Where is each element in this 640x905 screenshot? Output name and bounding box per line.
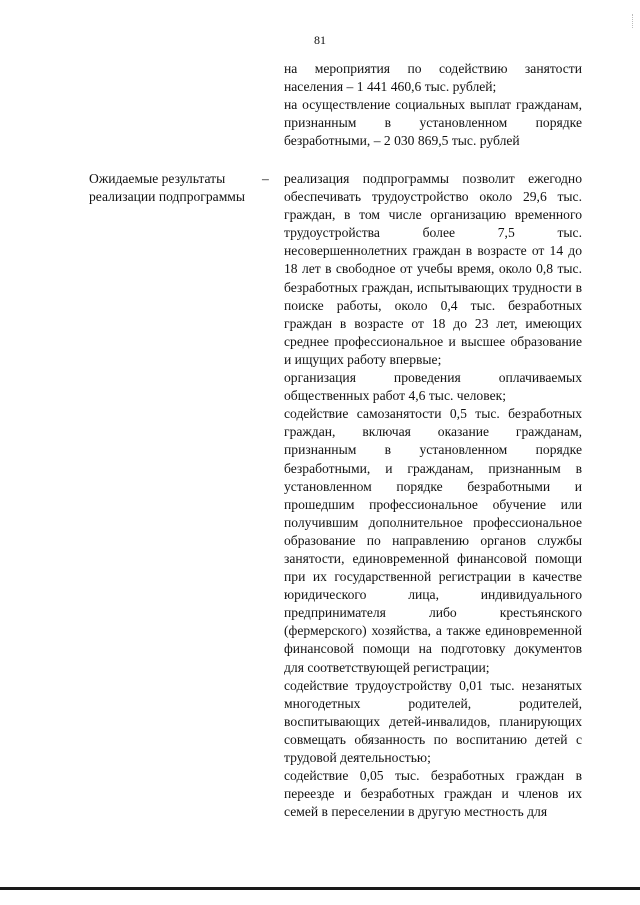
scan-edge-mark: [632, 14, 634, 28]
page-number: 81: [314, 33, 326, 47]
results-paragraph: содействие самозанятости 0,5 тыс. безработных граждан, включая оказание гражданам, признанным в установленном порядке безработными, и гражданам, признанным в установленном порядке безработными и прошедшим профессиональное обучение или получившим дополнительное профессиональное образование по направлению органов службы занятости, единовременной финансовой помощи при их государственной регистрации в качестве юридического лица, индивидуального предпринимателя либо крестьянского (фермерского) хозяйства, а также единовременной финансовой помощи на подготовку документов для соответствующей регистрации;: [284, 406, 582, 675]
funding-text-block: [284, 60, 582, 150]
results-paragraph: организация проведения оплачиваемых общественных работ 4,6 тыс. человек;: [284, 370, 582, 404]
funding-line-social-payments: на осуществление социальных выплат гражданам, признанным в установленном порядке безработными, – 2 030 869,5 тыс. рублей: [284, 97, 582, 149]
row-dash: –: [262, 171, 269, 186]
bottom-rule: [0, 887, 640, 890]
row-label-expected-results: Ожидаемые результаты реализации подпрограммы: [89, 171, 246, 205]
expected-results-text: [284, 170, 582, 821]
results-paragraph: содействие трудоустройству 0,01 тыс. незанятых многодетных родителей, родителей, воспитывающих детей-инвалидов, планирующих совмещать обязанность по воспитанию детей с трудовой деятельностью;: [284, 677, 582, 765]
funding-line-employment: на мероприятия по содействию занятости населения – 1 441 460,6 тыс. рублей;: [284, 61, 582, 95]
results-paragraph: содействие 0,05 тыс. безработных граждан в переезде и безработных граждан и членов их семей в переселении в другую местность для: [284, 768, 582, 820]
results-paragraph: реализация подпрограммы позволит ежегодно обеспечивать трудоустройство около 29,6 тыс. граждан, в том числе организацию временного трудоустройства более 7,5 тыс. несовершеннолетних граждан в возрасте от 14 до 18 лет в свободное от учебы время, около 0,8 тыс. безработных граждан, испытывающих трудности в поиске работы, около 0,4 тыс. безработных граждан в возрасте от 18 до 23 лет, имеющих среднее профессиональное и высшее образование и ищущих работу впервые;: [284, 171, 582, 367]
